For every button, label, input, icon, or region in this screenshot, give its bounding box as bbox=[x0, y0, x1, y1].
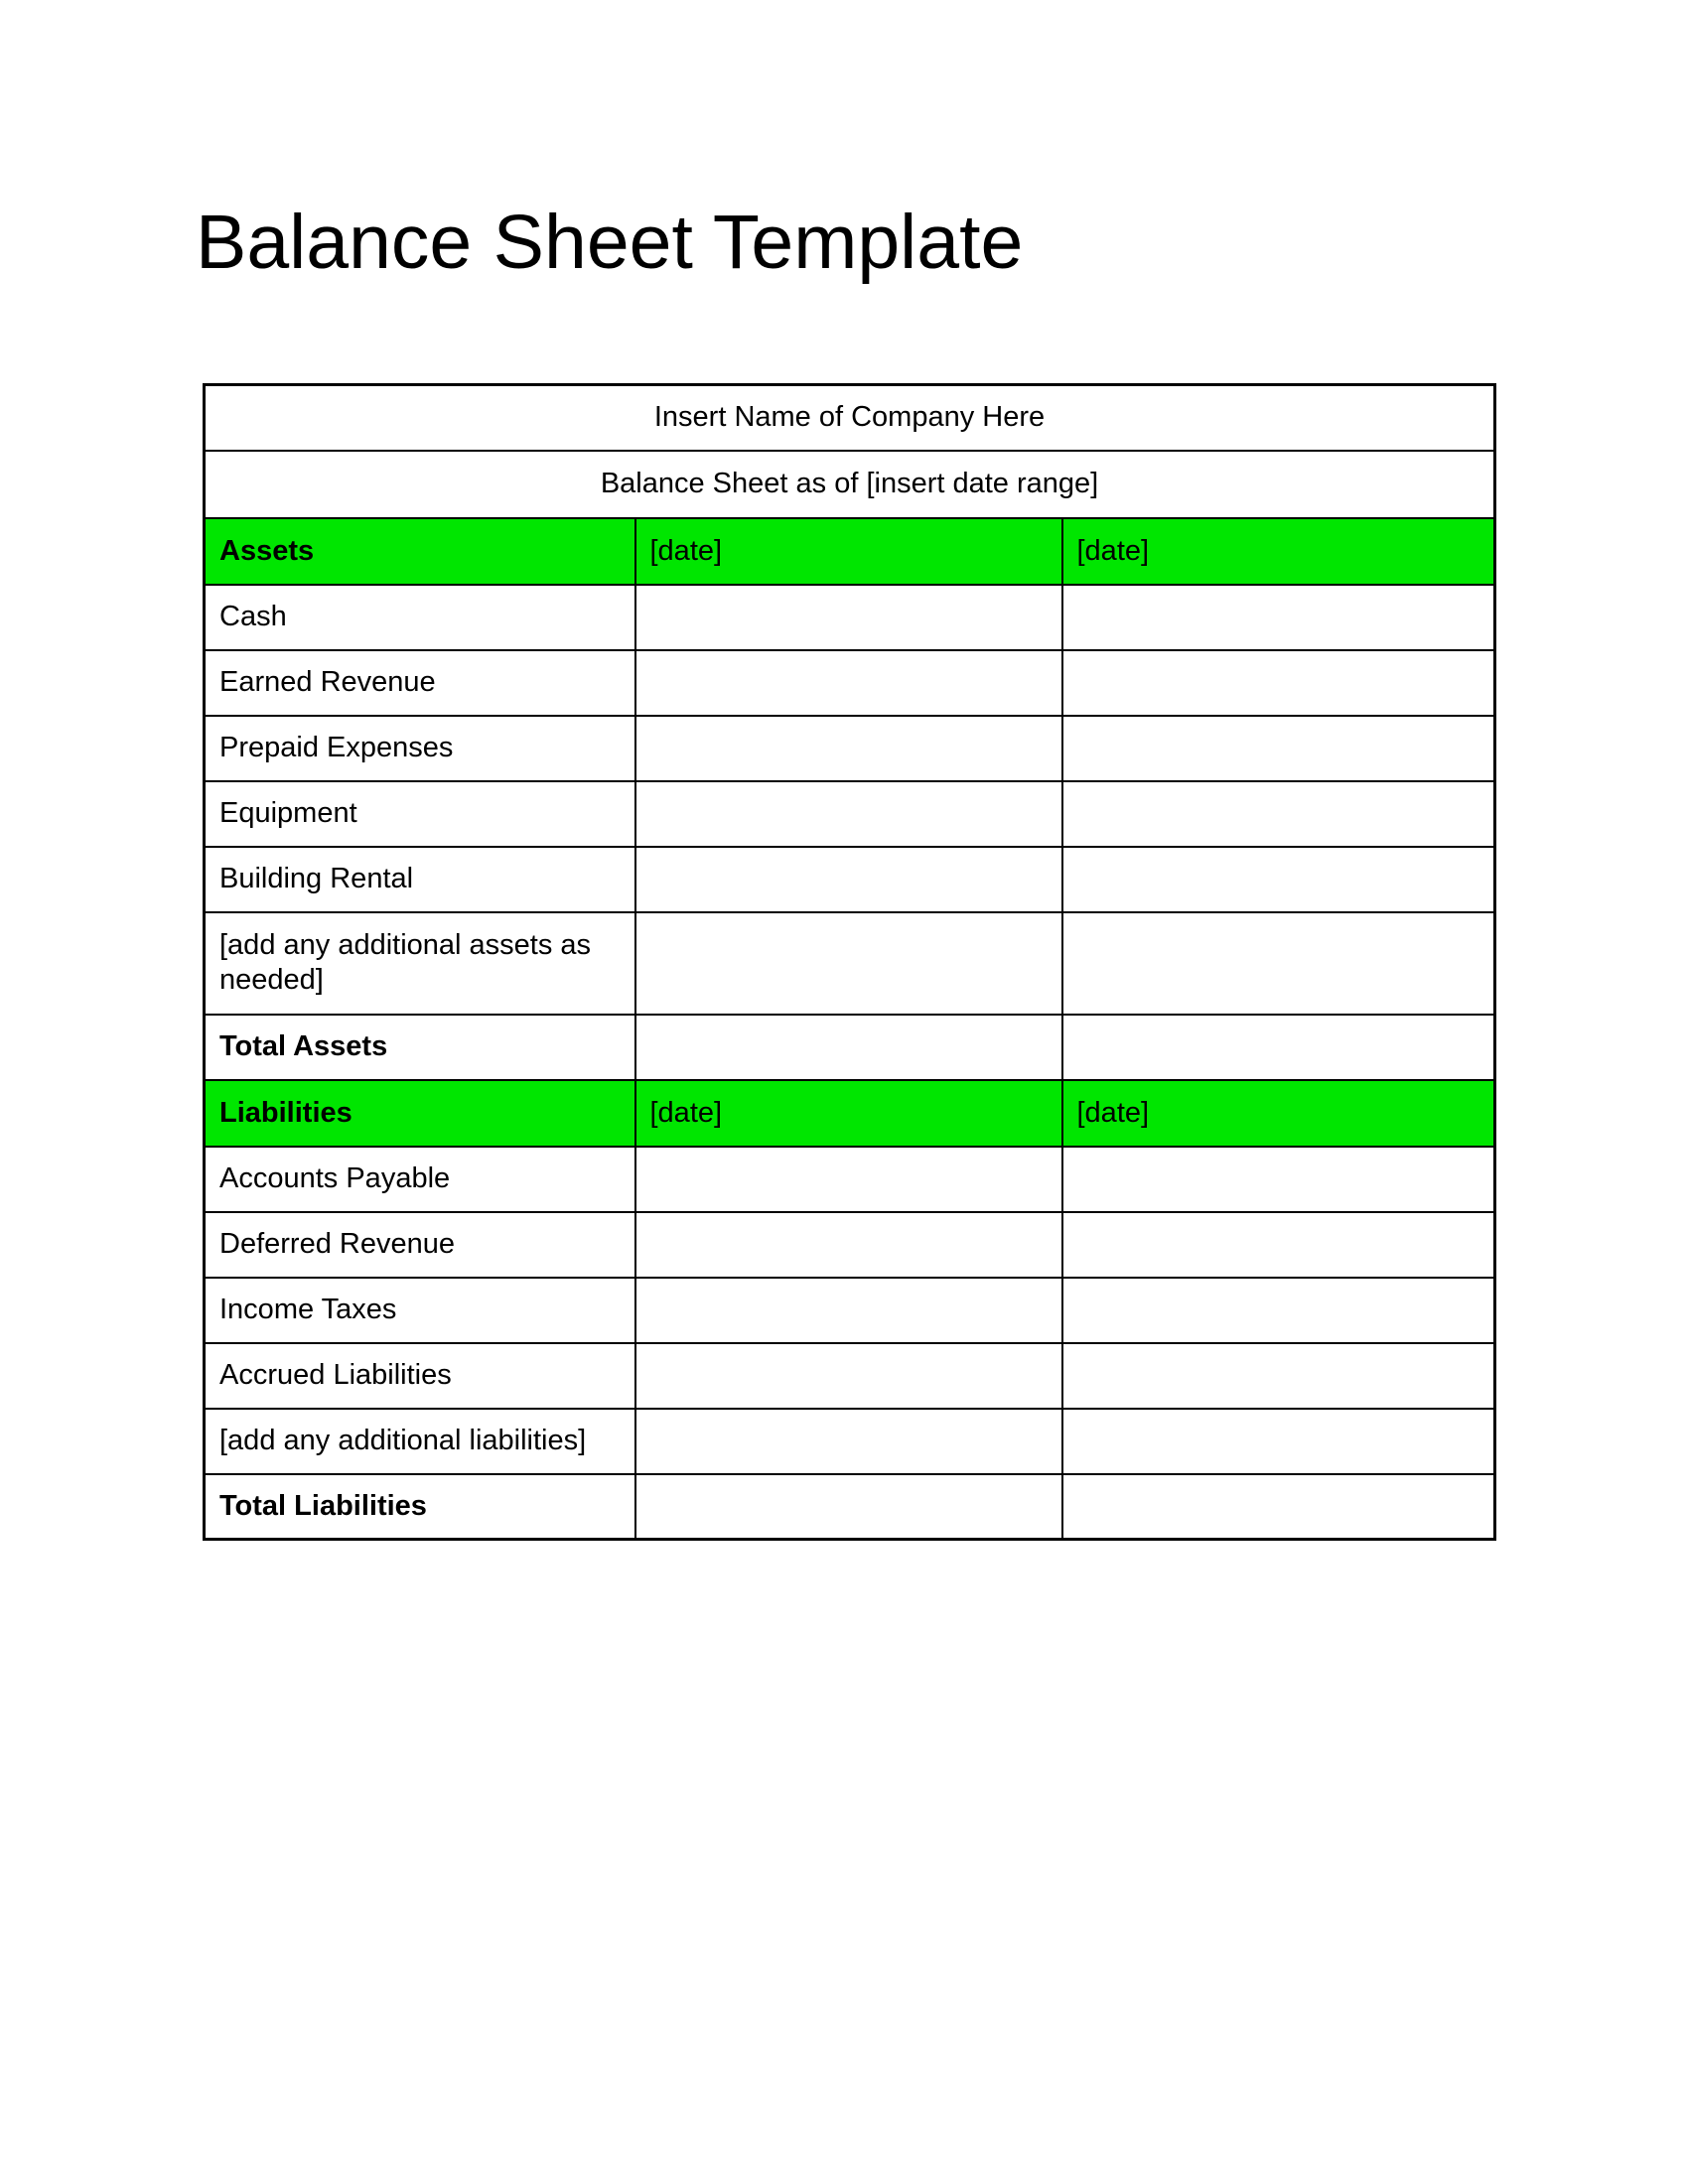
asset-value-cell[interactable] bbox=[635, 912, 1062, 1015]
liability-label-accounts-payable: Accounts Payable bbox=[205, 1147, 635, 1212]
liability-value-cell[interactable] bbox=[635, 1278, 1062, 1343]
table-row bbox=[205, 1212, 1495, 1278]
liability-value-cell[interactable] bbox=[635, 1212, 1062, 1278]
table-row bbox=[205, 847, 1495, 912]
total-liabilities-row bbox=[205, 1474, 1495, 1540]
asset-value-cell[interactable] bbox=[635, 716, 1062, 781]
asset-label-cash: Cash bbox=[205, 585, 635, 650]
table-row bbox=[205, 1409, 1495, 1474]
assets-date1-cell: [date] bbox=[635, 518, 1062, 585]
asset-value-cell[interactable] bbox=[1062, 781, 1495, 847]
total-liabilities-value-cell[interactable] bbox=[1062, 1474, 1495, 1540]
asset-value-cell[interactable] bbox=[635, 585, 1062, 650]
total-assets-value-cell[interactable] bbox=[1062, 1015, 1495, 1080]
asset-label-additional: [add any additional assets as needed] bbox=[205, 912, 635, 1015]
table-row bbox=[205, 716, 1495, 781]
liability-value-cell[interactable] bbox=[1062, 1409, 1495, 1474]
asset-label-building-rental: Building Rental bbox=[205, 847, 635, 912]
asset-value-cell[interactable] bbox=[635, 781, 1062, 847]
liability-label-accrued-liabilities: Accrued Liabilities bbox=[205, 1343, 635, 1409]
table-row bbox=[205, 1343, 1495, 1409]
page-title: Balance Sheet Template bbox=[196, 200, 1024, 285]
total-assets-value-cell[interactable] bbox=[635, 1015, 1062, 1080]
liability-value-cell[interactable] bbox=[635, 1343, 1062, 1409]
total-assets-row bbox=[205, 1015, 1495, 1080]
asset-value-cell[interactable] bbox=[1062, 847, 1495, 912]
table-row bbox=[205, 1147, 1495, 1212]
liabilities-date1-cell: [date] bbox=[635, 1080, 1062, 1147]
asset-value-cell[interactable] bbox=[1062, 650, 1495, 716]
assets-date2-cell: [date] bbox=[1062, 518, 1495, 585]
total-liabilities-value-cell[interactable] bbox=[635, 1474, 1062, 1540]
liability-label-income-taxes: Income Taxes bbox=[205, 1278, 635, 1343]
asset-label-earned-revenue: Earned Revenue bbox=[205, 650, 635, 716]
balance-sheet-table bbox=[203, 383, 1496, 1541]
asset-value-cell[interactable] bbox=[635, 650, 1062, 716]
company-name-row bbox=[205, 385, 1495, 451]
asset-value-cell[interactable] bbox=[635, 847, 1062, 912]
total-assets-label: Total Assets bbox=[205, 1015, 635, 1080]
asset-value-cell[interactable] bbox=[1062, 585, 1495, 650]
liability-value-cell[interactable] bbox=[635, 1147, 1062, 1212]
liabilities-date2-cell: [date] bbox=[1062, 1080, 1495, 1147]
asset-value-cell[interactable] bbox=[1062, 716, 1495, 781]
liability-value-cell[interactable] bbox=[1062, 1212, 1495, 1278]
company-name-cell: Insert Name of Company Here bbox=[205, 385, 1495, 451]
table-row bbox=[205, 781, 1495, 847]
asset-label-equipment: Equipment bbox=[205, 781, 635, 847]
subtitle-row bbox=[205, 451, 1495, 518]
table-row bbox=[205, 650, 1495, 716]
liabilities-header-row bbox=[205, 1080, 1495, 1147]
total-liabilities-label: Total Liabilities bbox=[205, 1474, 635, 1540]
table-row bbox=[205, 1278, 1495, 1343]
liability-label-additional: [add any additional liabilities] bbox=[205, 1409, 635, 1474]
liability-value-cell[interactable] bbox=[635, 1409, 1062, 1474]
liability-value-cell[interactable] bbox=[1062, 1147, 1495, 1212]
liability-label-deferred-revenue: Deferred Revenue bbox=[205, 1212, 635, 1278]
liabilities-section-label: Liabilities bbox=[205, 1080, 635, 1147]
liability-value-cell[interactable] bbox=[1062, 1278, 1495, 1343]
assets-section-label: Assets bbox=[205, 518, 635, 585]
table-row bbox=[205, 912, 1495, 1015]
asset-label-prepaid-expenses: Prepaid Expenses bbox=[205, 716, 635, 781]
liability-value-cell[interactable] bbox=[1062, 1343, 1495, 1409]
table-row bbox=[205, 585, 1495, 650]
asset-value-cell[interactable] bbox=[1062, 912, 1495, 1015]
assets-header-row bbox=[205, 518, 1495, 585]
subtitle-cell: Balance Sheet as of [insert date range] bbox=[205, 451, 1495, 518]
